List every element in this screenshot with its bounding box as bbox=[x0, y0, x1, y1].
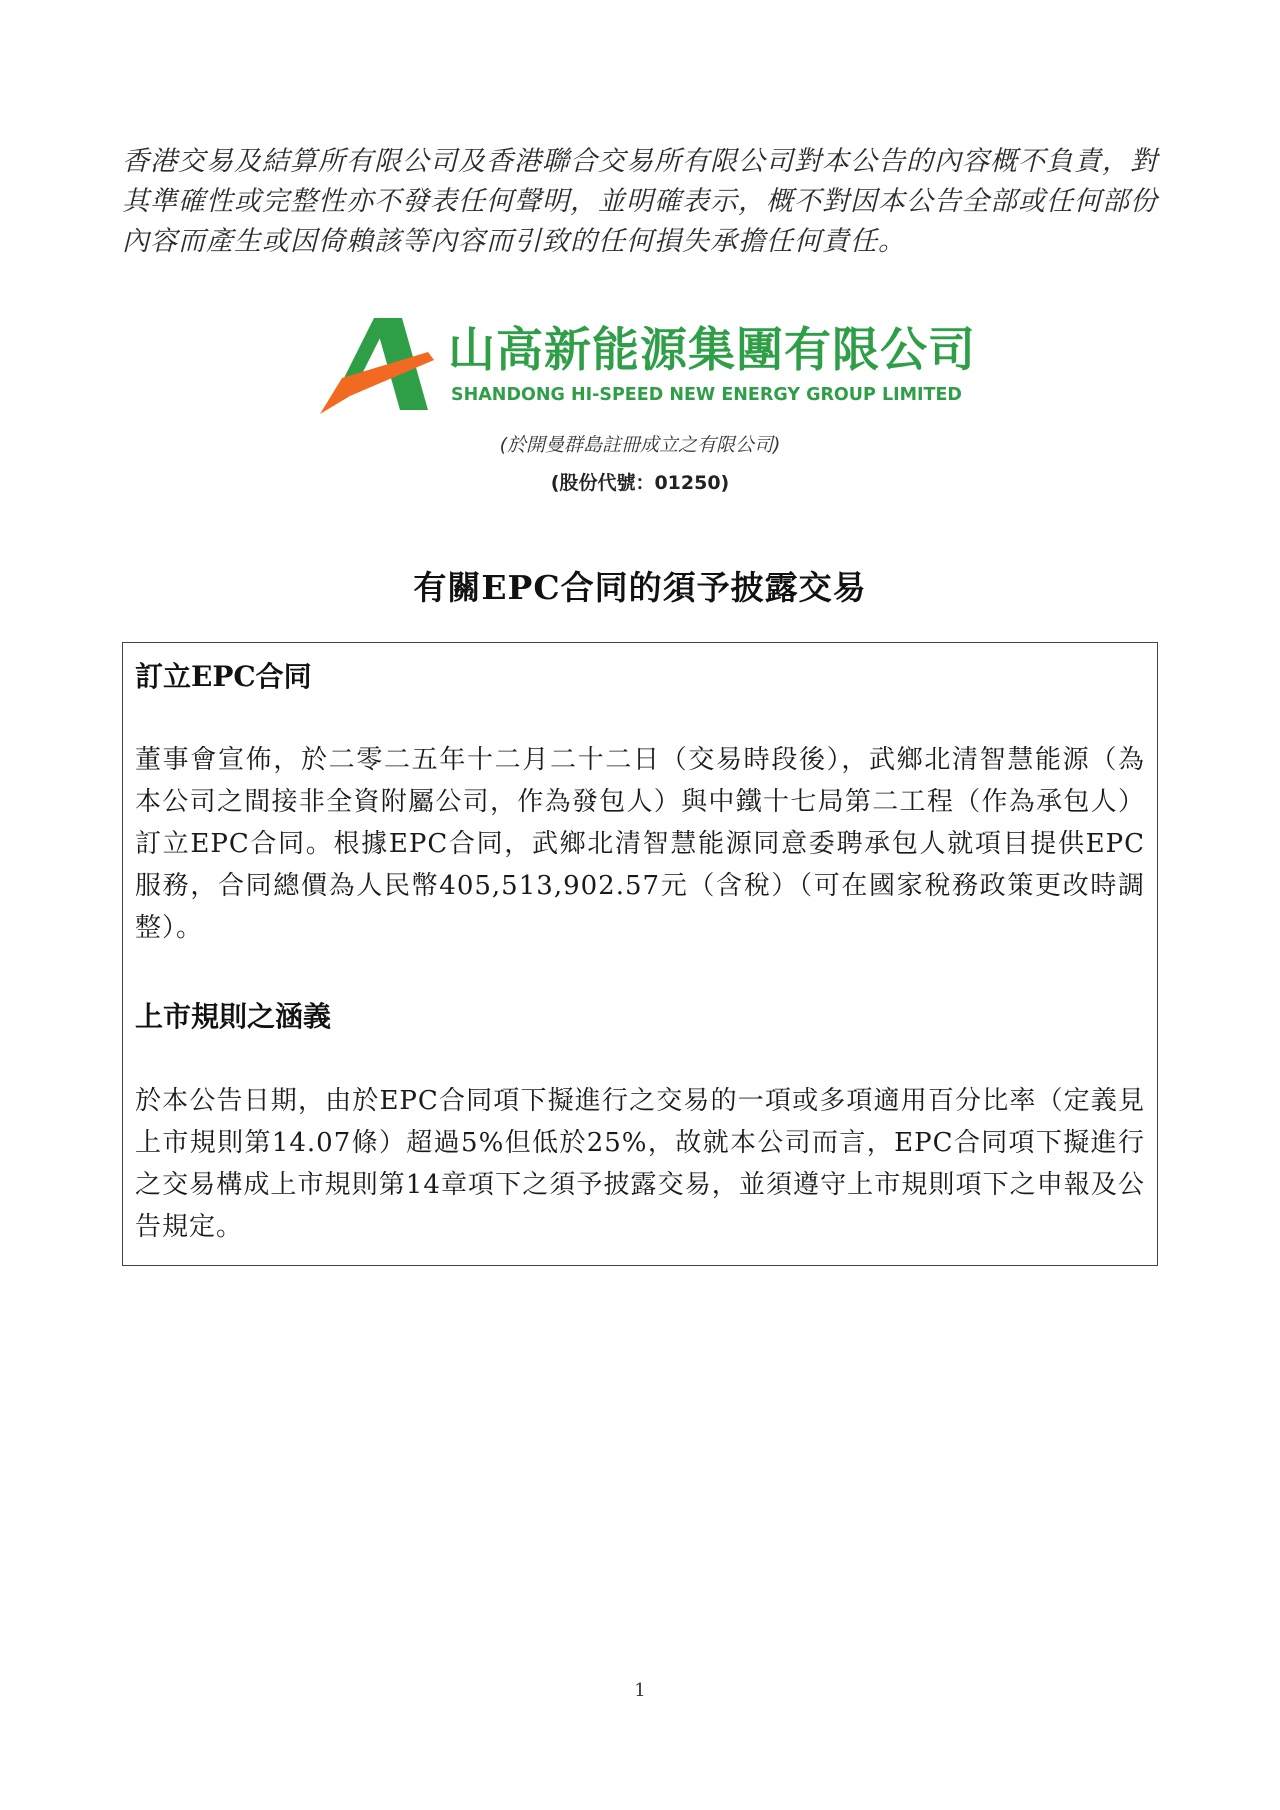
section-body-epc-contract: 董事會宣佈，於二零二五年十二月二十二日（交易時段後），武鄉北清智慧能源（為本公司之間接非全資附屬公司，作為發包人）與中鐵十七局第二工程（作為承包人）訂立EPC合同。根據EPC合同，武鄉北清智慧能源同意委聘承包人就項目提供EPC服務，合同總價為人民幣405,513,902.57元（含稅）（可在國家稅務政策更改時調整）。 bbox=[135, 745, 1145, 943]
stock-code: (股份代號：01250) bbox=[550, 472, 730, 494]
company-logo bbox=[316, 318, 976, 414]
section-body-listing-rules: 於本公告日期，由於EPC合同項下擬進行之交易的一項或多項適用百分比率（定義見上市規則第14.07條）超過5%但低於25%，故就本公司而言，EPC合同項下擬進行之交易構成上市規則第14章項下之須予披露交易，並須遵守上市規則項下之申報及公告規定。 bbox=[135, 1086, 1145, 1242]
page-number: 1 bbox=[634, 1680, 646, 1701]
company-name-chinese: 山高新能源集團有限公司 bbox=[448, 323, 976, 378]
announcement-title: 有關EPC合同的須予披露交易 bbox=[413, 568, 867, 607]
company-logo-mark-icon bbox=[316, 318, 436, 414]
incorporation-note: (於開曼群島註冊成立之有限公司) bbox=[499, 434, 781, 456]
section-heading-epc-contract: 訂立EPC合同 bbox=[135, 660, 312, 693]
summary-box bbox=[122, 642, 1158, 1266]
disclaimer-text: 香港交易及結算所有限公司及香港聯合交易所有限公司對本公告的內容概不負責，對其準確性或完整性亦不發表任何聲明，並明確表示，概不對因本公告全部或任何部份內容而產生或因倚賴該等內容而引致的任何損失承擔任何責任。 bbox=[122, 146, 1158, 257]
section-heading-listing-rules: 上市規則之涵義 bbox=[135, 1000, 332, 1033]
company-name-english: SHANDONG HI-SPEED NEW ENERGY GROUP LIMITED bbox=[451, 385, 962, 405]
